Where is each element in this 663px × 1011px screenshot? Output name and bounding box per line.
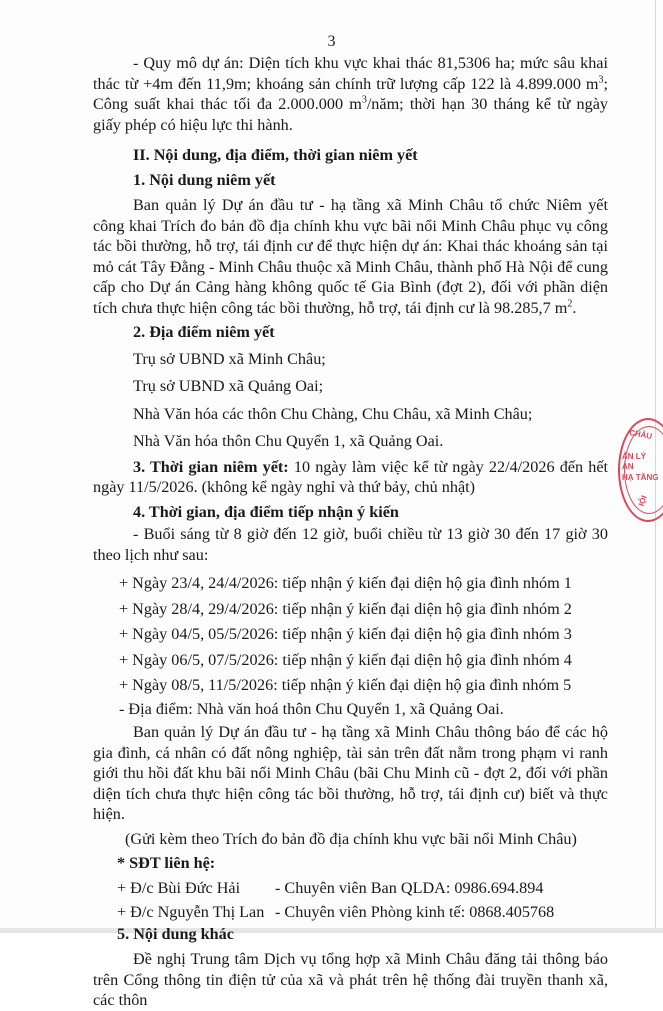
reception-location: - Địa điểm: Nhà văn hoá thôn Chu Quyển 1, xã Quảng Oai.: [119, 699, 504, 718]
document-body: [93, 53, 608, 1011]
schedule-item: + Ngày 23/4, 24/4/2026: tiếp nhận ý kiến đại diện hộ gia đình nhóm 1: [119, 574, 572, 592]
location-item: Nhà Văn hóa thôn Chu Quyển 1, xã Quảng Oai.: [133, 432, 444, 450]
contact-name: + Đ/c Bùi Đức Hải: [117, 878, 241, 897]
location-item: Nhà Văn hóa các thôn Chu Chàng, Chu Châu, xã Minh Châu;: [133, 404, 533, 423]
schedule-item: + Ngày 08/5, 11/5/2026: tiếp nhận ý kiến đại diện hộ gia đình nhóm 5: [119, 676, 572, 694]
location-item: Trụ sở UBND xã Quảng Oai;: [133, 377, 324, 395]
contact-role-phone: - Chuyên viên Phòng kinh tế: 0868.405768: [275, 903, 555, 921]
section-1-heading: 1. Nội dung niêm yết: [133, 170, 276, 189]
section-ii-heading: II. Nội dung, địa điểm, thời gian niêm yết: [133, 146, 418, 164]
location-item: Trụ sở UBND xã Minh Châu;: [133, 349, 326, 368]
project-scale-paragraph: - Quy mô dự án: Diện tích khu vực khai thác 81,5306 ha; mức sâu khai thác từ +4m đến 11,9m; khoáng sản chính trữ lượng cấp 122 là 4.899.000 $m^3$; Công suất khai thác tối đa 2.000.000 $m^3$/năm; thời hạn 30 tháng kể từ ngày giấy phép có hiệu lực thi hành.: [93, 54, 608, 134]
page-number: 3: [327, 33, 336, 50]
contacts-heading: * SĐT liên hệ:: [117, 854, 216, 872]
schedule-item: + Ngày 04/5, 05/5/2026: tiếp nhận ý kiến đại diện hộ gia đình nhóm 3: [119, 625, 572, 643]
contact-name: + Đ/c Nguyễn Thị Lan: [117, 903, 265, 921]
section-3-heading: 3. Thời gian niêm yết:: [133, 457, 289, 476]
reception-hours: - Buổi sáng từ 8 giờ đến 12 giờ, buổi chiều từ 13 giờ 30 đến 17 giờ 30 theo lịch như sau:: [93, 525, 608, 564]
contact-row: [93, 902, 608, 923]
section-2-heading: 2. Địa điểm niêm yết: [133, 323, 275, 341]
section-4-heading: 4. Thời gian, địa điểm tiếp nhận ý kiến: [133, 502, 399, 521]
notice-paragraph: Ban quản lý Dự án đầu tư - hạ tầng xã Minh Châu thông báo để các hộ gia đình, cá nhân có đất nông nghiệp, tài sản trên đất nằm trong phạm vi ranh giới thu hồi đất khu bãi nổi Minh Châu (bãi Chu Minh cũ - đợt 2, đối với phần diện tích chưa thực hiện công tác bồi thường, hỗ trợ, tái định cư) biết và thực hiện.: [93, 723, 608, 823]
section-3-paragraph: 3. Thời gian niêm yết: 10 ngày làm việc kể từ ngày 22/4/2026 đến hết ngày 11/5/2026. (không kể ngày nghỉ và thứ bảy, chủ nhật): [93, 457, 609, 496]
section-1-body: Ban quản lý Dự án đầu tư - hạ tầng xã Minh Châu tổ chức Niêm yết công khai Trích đo bản đồ địa chính khu vực bãi nổi Minh Châu phục vụ công tác bồi thường, hỗ trợ, tái định cư để thực hiện dự án: Khai thác khoáng sản tại mỏ cát Tây Đằng - Minh Châu thuộc xã Minh Châu, thành phố Hà Nội để cung cấp cho Dự án Cảng hàng không quốc tế Gia Bình (đợt 2), đối với phần diện tích chưa thực hiện công tác bồi thường, hỗ trợ, tái định cư là 98.285,7 $m^2$.: [93, 196, 608, 317]
red-seal-stamp: CHÂU ẢN LÝ ÁN HẠ TẦNG IỘI: [618, 418, 663, 522]
attachment-note: (Gửi kèm theo Trích đo bản đồ địa chính khu vực bãi nổi Minh Châu): [125, 829, 577, 848]
section-5-heading: 5. Nội dung khác: [117, 924, 234, 943]
schedule-item: + Ngày 28/4, 29/4/2026: tiếp nhận ý kiến đại diện hộ gia đình nhóm 2: [119, 599, 572, 618]
contact-row: [93, 878, 608, 899]
schedule-item: + Ngày 06/5, 07/5/2026: tiếp nhận ý kiến đại diện hộ gia đình nhóm 4: [119, 650, 572, 669]
section-5-body: Đề nghị Trung tâm Dịch vụ tổng hợp xã Minh Châu đăng tải thông báo trên Cổng thông tin điện tử của xã và phát trên hệ thống đài truyền thanh xã, các thôn: [93, 950, 608, 1009]
contact-role-phone: - Chuyên viên Ban QLDA: 0986.694.894: [275, 878, 544, 897]
